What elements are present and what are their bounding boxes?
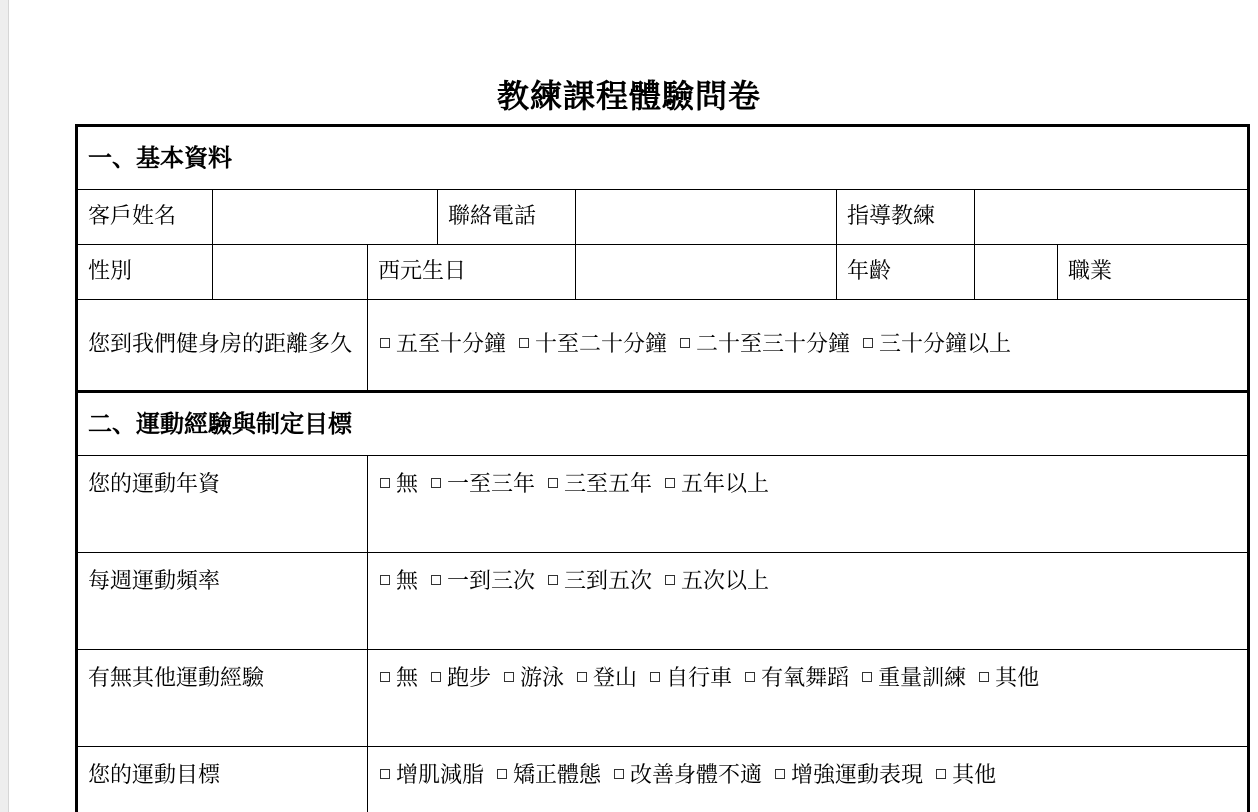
distance-options	[368, 300, 1249, 392]
checkbox-icon[interactable]	[665, 478, 675, 488]
birthday-field[interactable]	[576, 245, 837, 300]
checkbox-icon[interactable]	[548, 575, 558, 585]
gender-label: 性別	[77, 245, 213, 300]
weekly-frequency-option[interactable]: 一到三次	[429, 569, 535, 594]
section-2-header-row	[77, 392, 1249, 456]
checkbox-icon[interactable]	[380, 478, 390, 488]
distance-option[interactable]: 十至二十分鐘	[517, 332, 667, 357]
weekly-frequency-option[interactable]: 三到五次	[546, 569, 652, 594]
experience-years-option[interactable]: 無	[378, 472, 418, 497]
checkbox-icon[interactable]	[548, 478, 558, 488]
exercise-goals-option[interactable]: 其他	[934, 763, 996, 788]
other-sports-option[interactable]: 游泳	[502, 666, 564, 691]
checkbox-icon[interactable]	[504, 672, 514, 682]
age-field[interactable]	[975, 245, 1058, 300]
other-sports-option[interactable]: 跑步	[429, 666, 491, 691]
checkbox-icon[interactable]	[431, 478, 441, 488]
basic-info-row-2	[77, 245, 1249, 300]
coach-label: 指導教練	[837, 190, 975, 245]
exercise-goals-options	[368, 747, 1249, 812]
checkbox-icon[interactable]	[614, 769, 624, 779]
checkbox-icon[interactable]	[497, 769, 507, 779]
basic-info-row-1	[77, 190, 1249, 245]
birthday-label: 西元生日	[368, 245, 576, 300]
distance-question: 您到我們健身房的距離多久	[77, 300, 368, 392]
checkbox-icon[interactable]	[431, 575, 441, 585]
checkbox-icon[interactable]	[380, 672, 390, 682]
checkbox-icon[interactable]	[380, 575, 390, 585]
gender-field[interactable]	[213, 245, 368, 300]
occupation-label: 職業	[1058, 245, 1249, 300]
other-sports-question: 有無其他運動經驗	[77, 650, 368, 747]
exercise-goals-question: 您的運動目標	[77, 747, 368, 812]
distance-option[interactable]: 五至十分鐘	[378, 332, 506, 357]
other-sports-options	[368, 650, 1249, 747]
distance-row	[77, 300, 1249, 392]
experience-years-option[interactable]: 三至五年	[546, 472, 652, 497]
section-1-header-row	[77, 126, 1249, 190]
experience-years-row	[77, 456, 1249, 553]
page-left-edge	[0, 0, 9, 812]
checkbox-icon[interactable]	[680, 338, 690, 348]
checkbox-icon[interactable]	[863, 338, 873, 348]
other-sports-option[interactable]: 有氧舞蹈	[743, 666, 849, 691]
other-sports-row	[77, 650, 1249, 747]
checkbox-icon[interactable]	[775, 769, 785, 779]
exercise-goals-option[interactable]: 增強運動表現	[773, 763, 923, 788]
checkbox-icon[interactable]	[380, 338, 390, 348]
checkbox-icon[interactable]	[431, 672, 441, 682]
client-name-field[interactable]	[213, 190, 438, 245]
coach-field[interactable]	[975, 190, 1249, 245]
weekly-frequency-option[interactable]: 無	[378, 569, 418, 594]
distance-option[interactable]: 三十分鐘以上	[861, 332, 1011, 357]
page-title: 教練課程體驗問卷	[496, 77, 761, 115]
weekly-frequency-row	[77, 553, 1249, 650]
checkbox-icon[interactable]	[936, 769, 946, 779]
checkbox-icon[interactable]	[577, 672, 587, 682]
phone-label: 聯絡電話	[438, 190, 576, 245]
section-1-heading: 一、基本資料	[77, 126, 1249, 190]
section-2-heading: 二、運動經驗與制定目標	[77, 392, 1249, 456]
other-sports-option[interactable]: 登山	[575, 666, 637, 691]
weekly-frequency-question: 每週運動頻率	[77, 553, 368, 650]
exercise-goals-option[interactable]: 矯正體態	[495, 763, 601, 788]
exercise-goals-option[interactable]: 改善身體不適	[612, 763, 762, 788]
other-sports-option[interactable]: 其他	[977, 666, 1039, 691]
experience-years-option[interactable]: 五年以上	[663, 472, 769, 497]
weekly-frequency-option[interactable]: 五次以上	[663, 569, 769, 594]
experience-years-question: 您的運動年資	[77, 456, 368, 553]
phone-field[interactable]	[576, 190, 837, 245]
distance-option[interactable]: 二十至三十分鐘	[678, 332, 850, 357]
checkbox-icon[interactable]	[650, 672, 660, 682]
checkbox-icon[interactable]	[519, 338, 529, 348]
checkbox-icon[interactable]	[380, 769, 390, 779]
exercise-goals-row	[77, 747, 1249, 812]
checkbox-icon[interactable]	[862, 672, 872, 682]
checkbox-icon[interactable]	[745, 672, 755, 682]
client-name-label: 客戶姓名	[77, 190, 213, 245]
weekly-frequency-options	[368, 553, 1249, 650]
age-label: 年齡	[837, 245, 975, 300]
checkbox-icon[interactable]	[665, 575, 675, 585]
exercise-goals-option[interactable]: 增肌減脂	[378, 763, 484, 788]
experience-years-options	[368, 456, 1249, 553]
experience-years-option[interactable]: 一至三年	[429, 472, 535, 497]
checkbox-icon[interactable]	[979, 672, 989, 682]
other-sports-option[interactable]: 無	[378, 666, 418, 691]
other-sports-option[interactable]: 自行車	[648, 666, 732, 691]
other-sports-option[interactable]: 重量訓練	[860, 666, 966, 691]
questionnaire-table	[75, 124, 1250, 812]
